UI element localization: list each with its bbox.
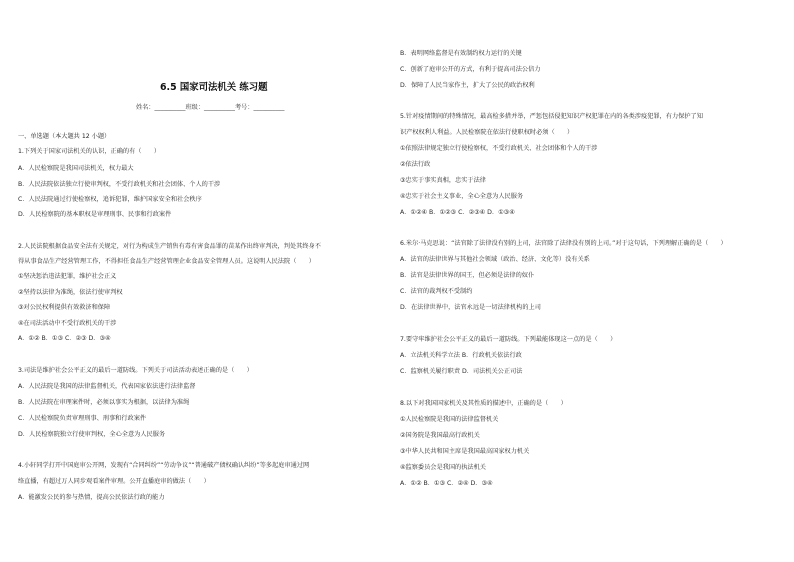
q7-options-cd: C．监察机关履行职责 D．司法机关公正司法 <box>400 368 523 375</box>
q8-statement-2: ②国务院是我国最高行政机关 <box>400 432 480 439</box>
q2-statement-4: ④在司法活动中不受行政机关的干涉 <box>18 320 117 327</box>
q2-statement-3: ③对公民权利提供有效救济和保障 <box>18 304 111 311</box>
q2-statement-2: ②坚持以法律为准绳，依法行使审判权 <box>18 289 123 296</box>
q1-option-d: D．人民检察院的基本职权是审理刑事、民事和行政案件 <box>18 211 172 218</box>
q2-choices: A．①② B．①③ C．②③ D．③④ <box>18 335 111 342</box>
q5-statement-2: ②依法行政 <box>400 161 431 168</box>
q5-statement-4: ④忠实于社会主义事业，全心全意为人民服务 <box>400 193 524 200</box>
q1-option-b: B．人民法院依法独立行使审判权，不受行政机关和社会团体、个人的干涉 <box>18 181 221 188</box>
q3-option-b: B．人民法院在审理案件时，必须以事实为根据，以法律为准绳 <box>18 399 190 406</box>
q1-stem: 1.下列关于国家司法机关的认识，正确的有（ ） <box>18 148 161 155</box>
q8-statement-3: ③中华人民共和国主席是我国最高国家权力机关 <box>400 448 530 455</box>
q3-option-d: D．人民检察院独立行使审判权，全心全意为人民服务 <box>18 431 166 438</box>
q8-stem: 8.以下对我国国家机关及其性质的描述中，正确的是（ ） <box>400 400 567 407</box>
q5-choices: A．①②④ B．①②③ C．②③④ D．①③④ <box>400 209 515 216</box>
q3-stem: 3.司法是维护社会公平正义的最后一道防线。下列关于司法活动表述正确的是（ ） <box>18 367 253 374</box>
q4-option-d: D．保障了人民当家作主，扩大了公民的政治权利 <box>400 82 535 89</box>
q6-option-b: B．法官是法律世界的国王，但必须是法律的奴仆 <box>400 272 535 279</box>
q4-option-a: A．能激发公民的参与热情，提高公民依法行政的能力 <box>18 494 165 501</box>
student-info-line: 姓名：__________班级：__________考号：__________ <box>136 104 285 111</box>
q2-statement-1: ①坚决惩治违法犯罪，维护社会正义 <box>18 273 117 280</box>
q4-stem-line1: 4.小轩同学打开中国庭审公开网，发现有“合同纠纷”“劳动争议”“普通破产债权确认纠纷”等多起庭审通过网 <box>18 462 310 469</box>
page-title: 6.5 国家司法机关 练习题 <box>160 82 268 93</box>
q4-stem-line2: 络直播，有超过万人同步观看案件审理。公开直播庭审的做法（ ） <box>18 478 210 485</box>
section-heading: 一、单选题（本大题共 12 小题） <box>18 133 111 140</box>
q5-statement-1: ①依照法律规定独立行使检察权，不受行政机关、社会团体和个人的干涉 <box>400 145 598 152</box>
q3-option-c: C．人民检察院负责审理刑事、刑事和行政案件 <box>18 415 147 422</box>
q6-option-a: A．法官的法律世界与其他社会领域（政治、经济、文化等）没有关系 <box>400 256 590 263</box>
q1-option-c: C．人民法院通过行使检察权，追诉犯罪，维护国家安全和社会秩序 <box>18 196 202 203</box>
q8-statement-1: ①人民检察院是我国的法律监督机关 <box>400 416 499 423</box>
q5-stem-line1: 5.针对疫情期间的特殊情况，最高检多措并举，严惩包括侵犯知识产权犯罪在内的各类涉疫犯罪，有力保护了知 <box>400 113 703 120</box>
q1-option-a: A．人民检察院是我国司法机关，权力最大 <box>18 165 134 172</box>
q6-option-c: C．法官的裁判权不受制约 <box>400 288 473 295</box>
q5-statement-3: ③忠实于事实真相，忠实于法律 <box>400 177 486 184</box>
q8-statement-4: ④监察委员会是我国的执法机关 <box>400 464 486 471</box>
q5-stem-line2: 识产权权利人利益。人民检察院在依法行使职权时必须（ ） <box>400 129 574 136</box>
q6-stem: 6.米尔·马克思说：“法官除了法律没有别的上司，法官除了法律没有别的上司。”对于这句话，下列理解正确的是（ ） <box>400 240 727 247</box>
q4-option-c: C．创新了庭审公开的方式，有利于提高司法公信力 <box>400 66 541 73</box>
q6-option-d: D．在法律世界中，法官永远是一切法律机构的上司 <box>400 304 541 311</box>
q7-options-ab: A．立法机关科学立法 B．行政机关依法行政 <box>400 352 522 359</box>
q3-option-a: A．人民法院是我国的法律监督机关，代表国家依法进行法律监督 <box>18 383 196 390</box>
q4-option-b: B．表明网络监督是有效制约权力运行的关键 <box>400 50 522 57</box>
q7-stem: 7.要守牢维护社会公平正义的最后一道防线。下列最能体现这一点的是（ ） <box>400 336 617 343</box>
q2-stem-line2: 得从事食品生产经营管理工作，不得担任食品生产经营管理企业食品安全管理人员。这说明人民法院（ ） <box>18 258 315 265</box>
q2-stem-line1: 2.人民法院根据食品安全法有关规定，对行为构成生产销售有毒有害食品罪的苗某作出终审判决，判处其终身不 <box>18 243 321 250</box>
q8-choices: A．①② B．①③ C．②④ D．③④ <box>400 480 493 487</box>
